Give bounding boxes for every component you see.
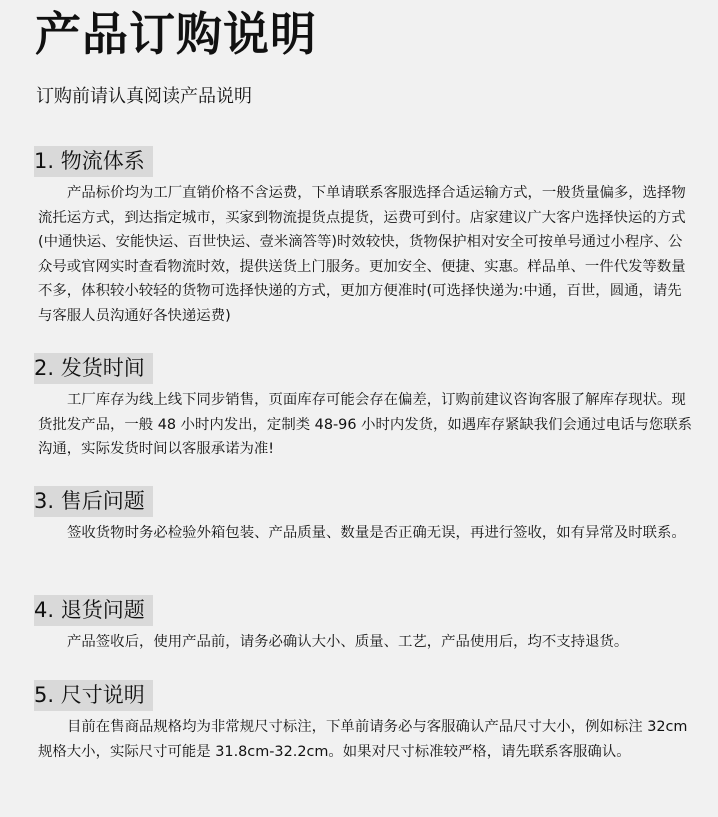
page-subtitle: 订购前请认真阅读产品说明 <box>36 86 252 107</box>
section-body-returns: 产品签收后，使用产品前，请务必确认大小、质量、工艺，产品使用后，均不支持退货。 <box>67 634 629 650</box>
section-heading-shipping-time: 2. 发货时间 <box>34 353 153 384</box>
section-body-shipping-time: 工厂库存为线上线下同步销售，页面库存可能会存在偏差，订购前建议咨询客服了解库存现状。现货批发产品，一般 48 小时内发出，定制类 48-96 小时内发货，如遇库存紧缺我们会通过电话与您联系沟通，实际发货时间以客服承诺为准! <box>38 392 693 457</box>
section-body-size-info: 目前在售商品规格均为非常规尺寸标注，下单前请务必与客服确认产品尺寸大小，例如标注 32cm 规格大小，实际尺寸可能是 31.8cm-32.2cm。如果对尺寸标准较严格，请先联系客服确认。 <box>38 719 688 760</box>
section-heading-logistics: 1. 物流体系 <box>34 146 153 177</box>
page-title: 产品订购说明 <box>35 7 317 61</box>
section-heading-returns: 4. 退货问题 <box>34 595 153 626</box>
section-body-logistics: 产品标价均为工厂直销价格不含运费，下单请联系客服选择合适运输方式，一般货量偏多，选择物流托运方式，到达指定城市，买家到物流提货点提货，运费可到付。店家建议广大客户选择快运的方式(中通快运、安能快运、百世快运、壹米滴答等)时效较快，货物保护相对安全可按单号通过小程序、公众号或官网实时查看物流时效，提供送货上门服务。更加安全、便捷、实惠。样品单、一件代发等数量不多，体积较小较轻的货物可选择快递的方式，更加方便准时(可选择快递为:中通，百世，圆通，请先与客服人员沟通好各快递运费) <box>38 185 686 324</box>
section-heading-size-info: 5. 尺寸说明 <box>34 680 153 711</box>
section-heading-after-sales: 3. 售后问题 <box>34 486 153 517</box>
section-body-after-sales: 签收货物时务必检验外箱包装、产品质量、数量是否正确无误，再进行签收，如有异常及时联系。 <box>67 525 686 541</box>
